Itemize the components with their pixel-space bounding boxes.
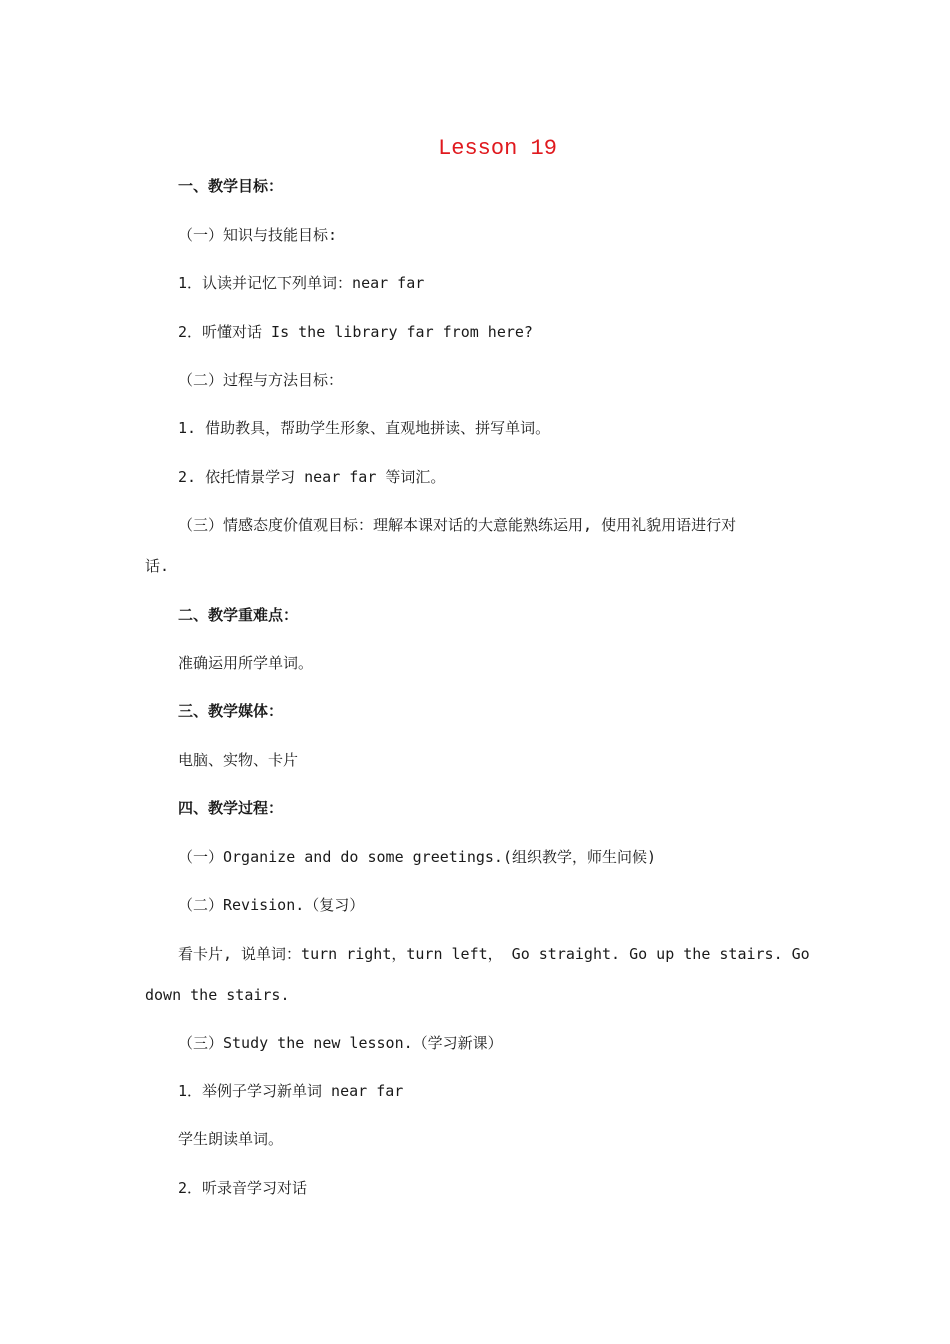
revision-text: 看卡片, 说单词：turn right，turn left， Go straight. Go up the stairs. Go [178, 945, 810, 963]
section-heading-process: 四、教学过程： [178, 799, 284, 817]
subsection-emotion-values-continued: 话. [145, 557, 170, 575]
new-lesson-item-2: 2．听录音学习对话 [178, 1179, 308, 1197]
section-heading-objectives: 一、教学目标： [178, 177, 284, 195]
revision-text-continued: down the stairs. [145, 986, 290, 1004]
key-points-text: 准确运用所学单词。 [178, 654, 314, 672]
subsection-knowledge-skills: （一）知识与技能目标: [178, 226, 338, 244]
lesson-title: Lesson 19 [438, 136, 557, 161]
new-lesson-read-words: 学生朗读单词。 [178, 1130, 284, 1148]
objective-item-2: 2．听懂对话 Is the library far from here? [178, 323, 533, 341]
objective-item-1: 1．认读并记忆下列单词：near far [178, 274, 425, 292]
subsection-process-methods: （二）过程与方法目标： [178, 371, 344, 389]
process-step-revision: （二）Revision.（复习） [178, 896, 365, 914]
section-heading-key-points: 二、教学重难点： [178, 606, 299, 624]
process-step-new-lesson: （三）Study the new lesson.（学习新课） [178, 1034, 503, 1052]
new-lesson-item-1: 1．举例子学习新单词 near far [178, 1082, 404, 1100]
method-item-2: 2. 依托情景学习 near far 等词汇。 [178, 468, 446, 486]
section-heading-media: 三、教学媒体： [178, 702, 284, 720]
media-text: 电脑、实物、卡片 [178, 751, 299, 769]
process-step-organize: （一）Organize and do some greetings.(组织教学，师生问候) [178, 848, 657, 866]
method-item-1: 1. 借助教具，帮助学生形象、直观地拼读、拼写单词。 [178, 419, 551, 437]
subsection-emotion-values: （三）情感态度价值观目标：理解本课对话的大意能熟练运用, 使用礼貌用语进行对 [178, 516, 737, 534]
